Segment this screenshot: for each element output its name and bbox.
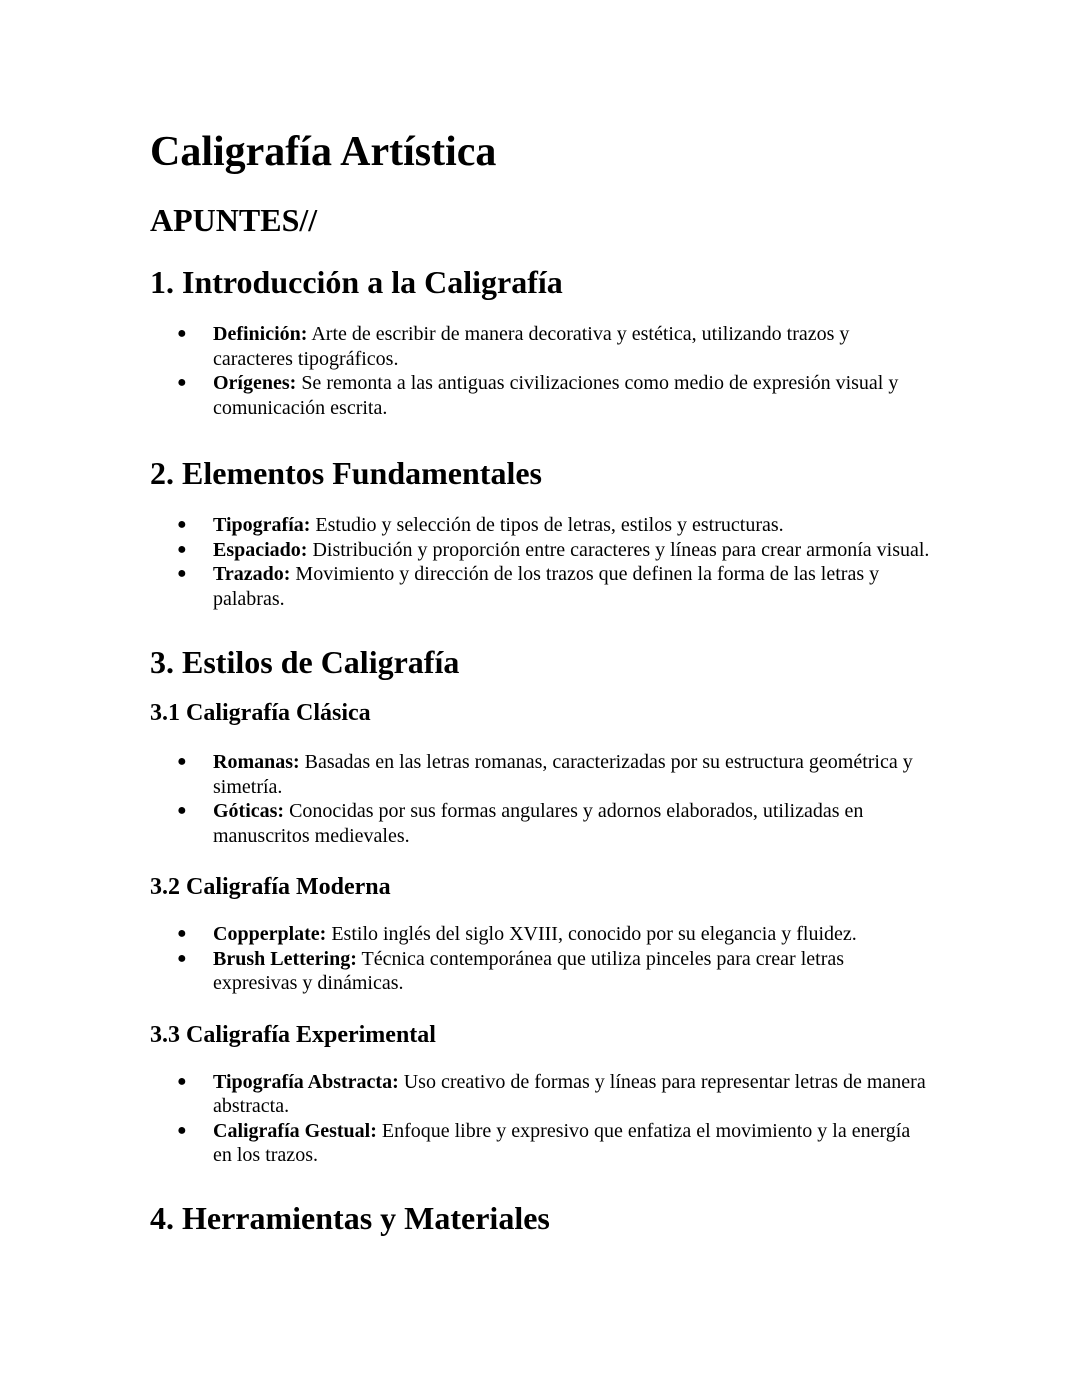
list-item: ● Espaciado: Distribución y proporción entre caracteres y líneas para crear armonía visual.: [177, 538, 930, 561]
list-item: ● Copperplate: Estilo inglés del siglo XVIII, conocido por su elegancia y fluidez.: [177, 923, 857, 945]
bullet-icon: ●: [177, 753, 187, 770]
bullet-icon: ●: [177, 1121, 187, 1139]
subsection-heading-3-1: 3.1 Caligrafía Clásica: [150, 700, 371, 726]
section-heading-1: 1. Introducción a la Caligrafía: [150, 264, 563, 300]
bullet-icon: ●: [177, 516, 187, 533]
list-item: ● Góticas: Conocidas por sus formas angulares y adornos elaborados, utilizadas en manuscritos medievales.: [177, 800, 864, 847]
list-item: ● Brush Lettering: Técnica contemporánea que utiliza pinceles para crear letras expresivas y dinámicas.: [177, 947, 845, 994]
list-item: ● Caligrafía Gestual: Enfoque libre y expresivo que enfatiza el movimiento y la energía en los trazos.: [177, 1119, 911, 1166]
subsection-3-1-list: [150, 750, 933, 848]
section-heading-3: 3. Estilos de Caligrafía: [150, 644, 460, 680]
bullet-icon: ●: [177, 925, 187, 942]
section-1-list: [150, 322, 933, 420]
list-item: ● Tipografía: Estudio y selección de tipos de letras, estilos y estructuras.: [177, 514, 784, 536]
list-item: ● Orígenes: Se remonta a las antiguas civilizaciones como medio de expresión visual y comunicación escrita.: [177, 372, 899, 419]
notes-label: APUNTES//: [150, 202, 318, 238]
subsection-heading-3-2: 3.2 Caligrafía Moderna: [150, 874, 391, 900]
subsection-3-3-list: [150, 1070, 933, 1168]
bullet-icon: ●: [177, 374, 187, 391]
bullet-icon: ●: [177, 565, 187, 582]
subsection-heading-3-3: 3.3 Caligrafía Experimental: [150, 1021, 436, 1048]
list-item: ● Romanas: Basadas en las letras romanas, caracterizadas por su estructura geométrica y simetría.: [177, 751, 913, 798]
document-title: Caligrafía Artística: [150, 129, 497, 175]
section-heading-4: 4. Herramientas y Materiales: [150, 1199, 550, 1236]
list-item: ● Definición: Arte de escribir de manera decorativa y estética, utilizando trazos y caracteres tipográficos.: [177, 323, 850, 370]
subsection-3-2-list: [150, 922, 933, 996]
bullet-icon: ●: [177, 540, 187, 558]
bullet-icon: ●: [177, 949, 187, 967]
section-heading-2: 2. Elementos Fundamentales: [150, 455, 542, 491]
bullet-icon: ●: [177, 802, 187, 819]
list-item: ● Tipografía Abstracta: Uso creativo de formas y líneas para representar letras de manera abstracta.: [177, 1070, 926, 1117]
section-2-list: [150, 513, 933, 611]
list-item: ● Trazado: Movimiento y dirección de los trazos que definen la forma de las letras y palabras.: [177, 563, 880, 610]
bullet-icon: ●: [177, 1072, 187, 1090]
bullet-icon: ●: [177, 325, 187, 342]
